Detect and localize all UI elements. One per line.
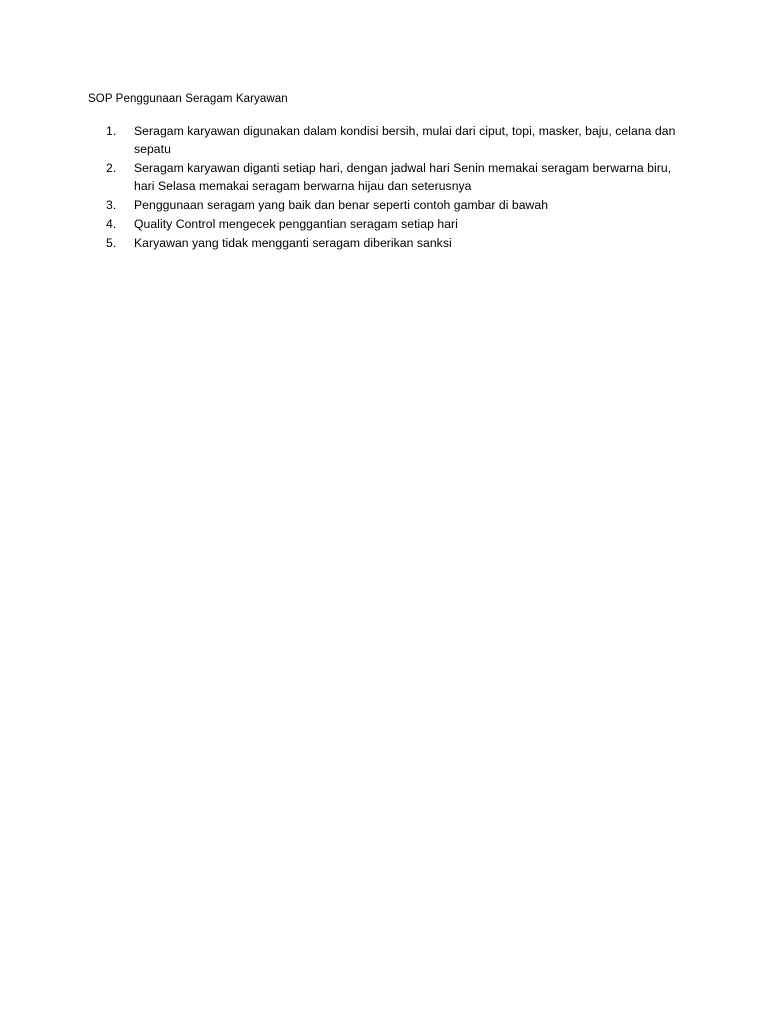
list-item	[88, 122, 688, 158]
list-item-number: 1.	[106, 123, 117, 138]
list-item	[88, 215, 688, 233]
list-item-number: 5.	[106, 235, 117, 250]
list-item	[88, 234, 688, 252]
list-item-number: 2.	[106, 160, 117, 175]
list-item	[88, 159, 688, 195]
document-title: SOP Penggunaan Seragam Karyawan	[88, 93, 288, 105]
document-body	[88, 92, 688, 253]
list-item-text: Seragam karyawan diganti setiap hari, dengan jadwal hari Senin memakai seragam berwarna biru, hari Selasa memakai seragam berwarna hijau dan seterusnya	[134, 160, 672, 193]
list-item-text: Quality Control mengecek penggantian seragam setiap hari	[134, 216, 458, 231]
list-item-text: Penggunaan seragam yang baik dan benar seperti contoh gambar di bawah	[134, 197, 549, 212]
list-item-number: 3.	[106, 197, 117, 212]
sop-list	[88, 122, 688, 252]
list-item-number: 4.	[106, 216, 117, 231]
list-item-text: Seragam karyawan digunakan dalam kondisi bersih, mulai dari ciput, topi, masker, baju, celana dan sepatu	[134, 123, 676, 156]
list-item-text: Karyawan yang tidak mengganti seragam diberikan sanksi	[134, 235, 452, 250]
list-item	[88, 196, 688, 214]
